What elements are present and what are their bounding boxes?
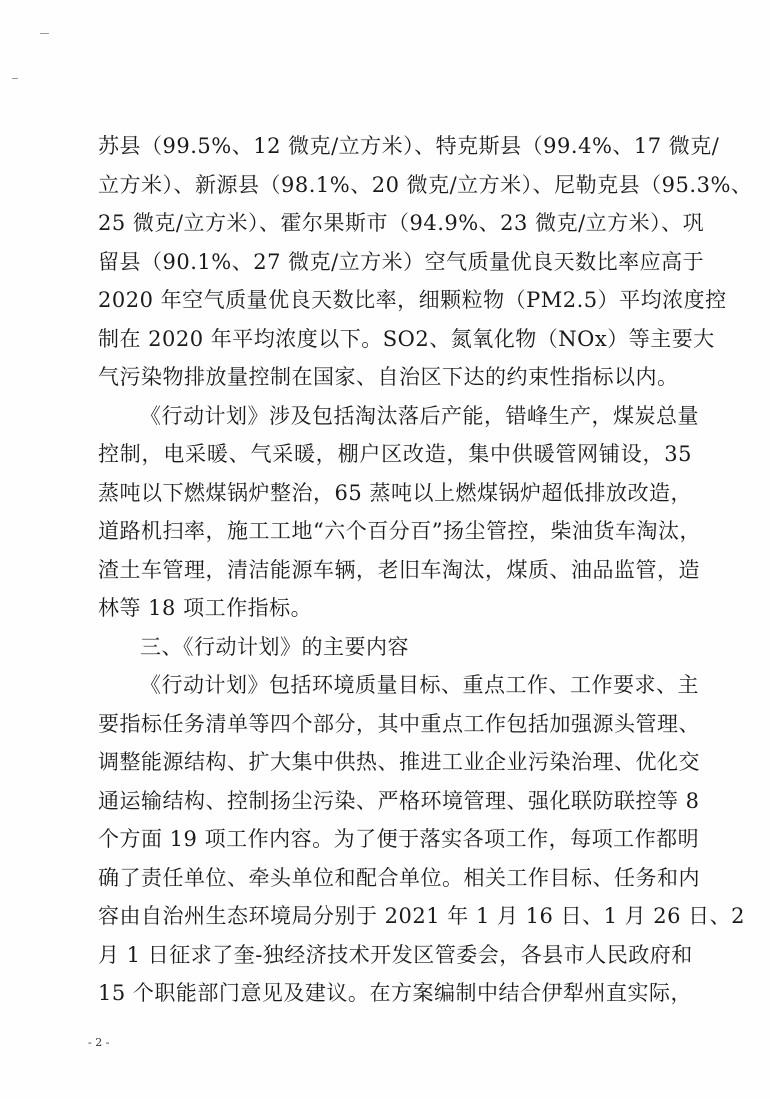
paragraph-line: 月 1 日征求了奎-独经济技术开发区管委会，各县市人民政府和 <box>98 942 693 967</box>
paragraph-line: 确了责任单位、牵头单位和配合单位。相关工作目标、任务和内 <box>98 865 700 890</box>
paragraph-line: 调整能源结构、扩大集中供热、推进工业企业污染治理、优化交 <box>98 750 700 774</box>
paragraph-line: 立方米）、新源县（98.1%、20 微克/立方米）、尼勒克县（95.3%、 <box>98 172 753 197</box>
section-heading: 三、《行动计划》的主要内容 <box>140 634 409 659</box>
page-number: - 2 - <box>88 1036 110 1049</box>
paragraph-line: 《行动计划》包括环境质量目标、重点工作、工作要求、主 <box>140 673 699 697</box>
paragraph-line: 通运输结构、控制扬尘污染、严格环境管理、强化联防联控等 8 <box>98 788 700 813</box>
paragraph-line: 制在 2020 年平均浓度以下。SO2、氮氧化物（NOx）等主要大 <box>98 326 715 351</box>
paragraph-line: 道路机扫率，施工工地“六个百分百”扬尘管控，柴油货车淘汰， <box>98 519 701 543</box>
document-body <box>98 127 753 1013</box>
paragraph-line: 《行动计划》涉及包括淘汰落后产能，错峰生产，煤炭总量 <box>140 403 699 428</box>
scan-artifact <box>40 33 49 34</box>
paragraph-line: 蒸吨以下燃煤锅炉整治，65 蒸吨以上燃煤锅炉超低排放改造， <box>98 480 692 505</box>
scan-artifact <box>12 78 18 79</box>
paragraph-line: 控制，电采暖、气采暖，棚户区改造，集中供暖管网铺设，35 <box>98 442 692 466</box>
paragraph-line: 渣土车管理，清洁能源车辆，老旧车淘汰，煤质、油品监管，造 <box>98 557 700 582</box>
paragraph-line: 2020 年空气质量优良天数比率，细颗粒物（PM2.5）平均浓度控 <box>98 288 727 312</box>
paragraph-line: 容由自治州生态环境局分别于 2021 年 1 月 16 日、1 月 26 日、2 <box>98 904 746 928</box>
paragraph-line: 留县（90.1%、27 微克/立方米）空气质量优良天数比率应高于 <box>98 249 705 274</box>
paragraph-line: 林等 18 项工作指标。 <box>98 596 313 620</box>
paragraph-line: 要指标任务清单等四个部分，其中重点工作包括加强源头管理、 <box>98 711 700 736</box>
paragraph-line: 25 微克/立方米）、霍尔果斯市（94.9%、23 微克/立方米）、巩 <box>98 211 705 235</box>
paragraph-line: 个方面 19 项工作内容。为了便于落实各项工作，每项工作都明 <box>98 827 700 851</box>
paragraph-line: 苏县（99.5%、12 微克/立方米）、特克斯县（99.4%、17 微克/ <box>98 134 720 158</box>
paragraph-line: 15 个职能部门意见及建议。在方案编制中结合伊犁州直实际， <box>98 981 692 1005</box>
paragraph-line: 气污染物排放量控制在国家、自治区下达的约束性指标以内。 <box>98 365 679 389</box>
